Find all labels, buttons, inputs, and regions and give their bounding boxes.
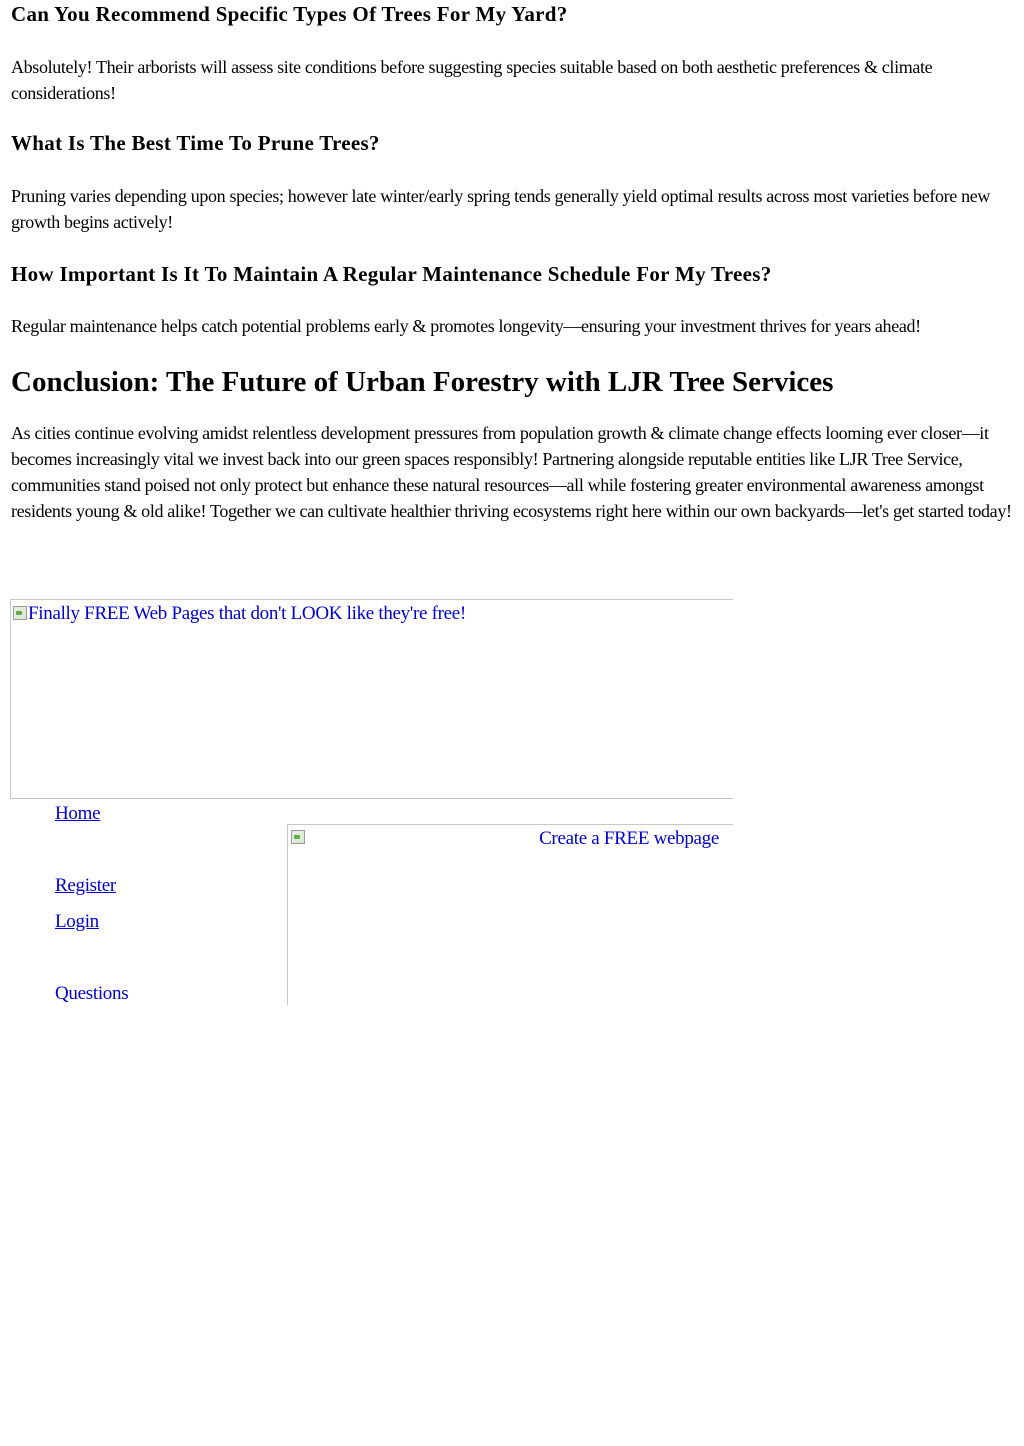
faq-answer-1: Absolutely! Their arborists will assess site conditions before suggesting species suitable based on both aesthetic preferences & climate considerations! [11,57,933,103]
faq-question-2: What Is The Best Time To Prune Trees? [11,131,380,155]
ad-image-frame[interactable] [287,824,733,1005]
broken-image-icon [290,829,306,845]
broken-image-icon [12,605,28,621]
faq-question-1: Can You Recommend Specific Types Of Trees For My Yard? [11,2,568,26]
faq-answer-3: Regular maintenance helps catch potential problems early & promotes longevity—ensuring your investment thrives for years ahead! [11,316,921,336]
banner-link[interactable] [12,603,466,625]
nav-login-link[interactable]: Login [55,911,99,932]
nav-register-link[interactable]: Register [55,875,116,896]
nav-home-link[interactable]: Home [55,803,101,824]
banner-image-frame[interactable] [10,599,733,799]
conclusion-heading: Conclusion: The Future of Urban Forestry with LJR Tree Services [11,366,834,398]
faq-question-3: How Important Is It To Maintain A Regular Maintenance Schedule For My Trees? [11,262,772,286]
create-free-webpage-link[interactable]: Create a FREE webpage [539,828,719,849]
faq-answer-2: Pruning varies depending upon species; however late winter/early spring tends generally yield optimal results across most varieties before new growth begins actively! [11,186,991,232]
banner-alt-text: Finally FREE Web Pages that don't LOOK like they're free! [28,603,466,624]
article-content [11,0,1014,524]
nav-questions-link[interactable]: Questions [55,983,129,1004]
conclusion-body: As cities continue evolving amidst relentless development pressures from population growth & climate change effects looming ever closer—it becomes increasingly vital we invest back into our green spaces responsibly! Partnering alongside reputable entities like LJR Tree Service, communities stand poised not only protect but enhance these natural resources—all while fostering greater environmental awareness amongst residents young & old alike! Together we can cultivate healthier thriving ecosystems right here within our own backyards—let's get started today! [11,423,1012,521]
